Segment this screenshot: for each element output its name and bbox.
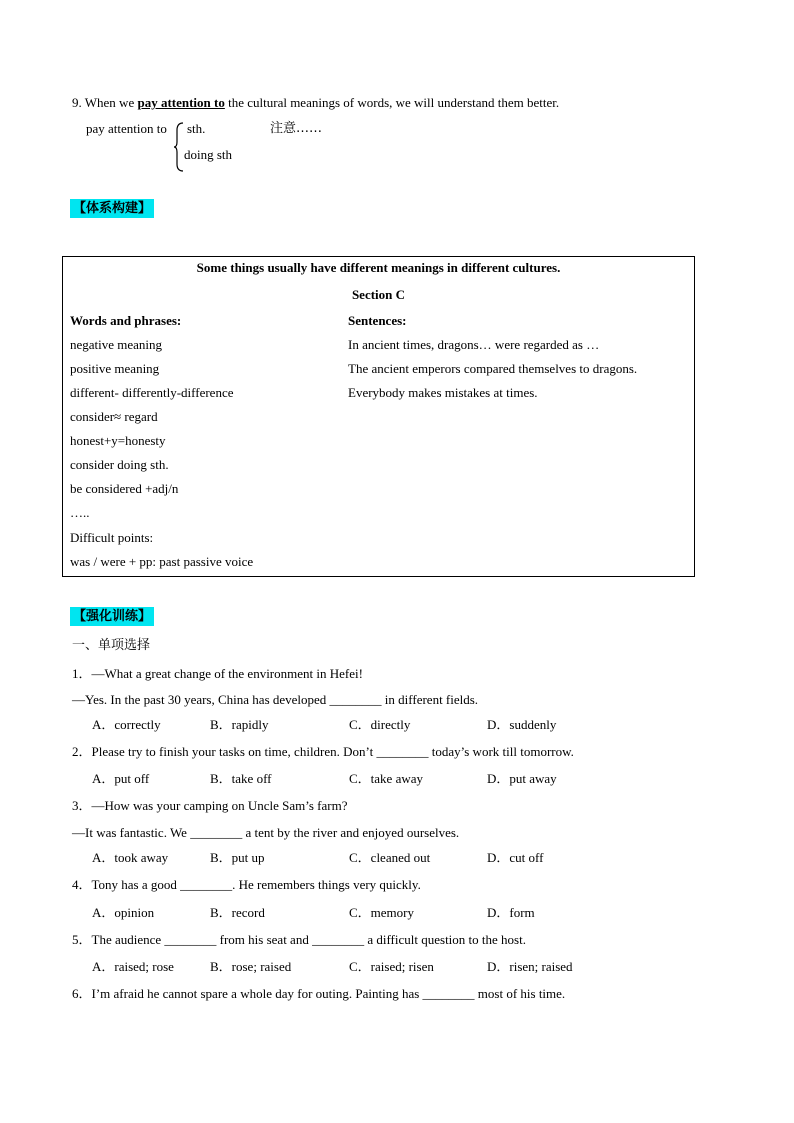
option-d[interactable]: D．put away [487,771,557,786]
summary-box [62,256,695,577]
left-item: Difficult points: [70,530,154,545]
option-a[interactable]: A．opinion [92,905,155,920]
option-a[interactable]: A．correctly [92,717,161,732]
left-item: negative meaning [70,337,163,352]
q9-prefix: 9. When we [72,95,135,110]
question-line: 6．I’m afraid he cannot spare a whole day for outing. Painting has ________ most of his time. [72,986,566,1001]
left-item: different- differently-difference [70,385,234,400]
option-b[interactable]: B．rose; raised [210,959,292,974]
question-line: 5．The audience ________ from his seat and ________ a difficult question to the host. [72,932,526,947]
right-item: The ancient emperors compared themselves to dragons. [348,361,638,376]
option-c[interactable]: C．directly [349,717,411,732]
left-item: was / were + pp: past passive voice [70,554,254,569]
option-a[interactable]: A．put off [92,771,150,786]
heading-reinforcement-training: 【强化训练】 [70,607,154,626]
option-d[interactable]: D．risen; raised [487,959,573,974]
q9-pattern-head: pay attention to [86,121,167,136]
left-item: consider≈ regard [70,409,158,424]
box-title: Some things usually have different meanings in different cultures. [196,260,561,275]
heading-system-construction: 【体系构建】 [70,199,154,218]
box-right-header: Sentences: [348,313,407,328]
left-item: consider doing sth. [70,457,169,472]
option-b[interactable]: B．rapidly [210,717,269,732]
question-line: 3．—How was your camping on Uncle Sam’s farm? [72,798,348,813]
option-a[interactable]: A．raised; rose [92,959,174,974]
option-a[interactable]: A．took away [92,850,169,865]
box-section: Section C [351,287,406,302]
question-line: 2．Please try to finish your tasks on time, children. Don’t ________ today’s work till tomorrow. [72,744,574,759]
right-item: In ancient times, dragons… were regarded as … [348,337,600,352]
option-c[interactable]: C．take away [349,771,424,786]
q9-pattern-opt1: sth. [187,121,206,136]
option-b[interactable]: B．put up [210,850,265,865]
question-line: 1．—What a great change of the environment in Hefei! [72,666,363,681]
question-line: 4．Tony has a good ________. He remembers things very quickly. [72,877,421,892]
option-c[interactable]: C．cleaned out [349,850,431,865]
option-c[interactable]: C．raised; risen [349,959,434,974]
option-d[interactable]: D．form [487,905,535,920]
option-c[interactable]: C．memory [349,905,414,920]
q9-pattern-opt2: doing sth [184,147,233,162]
question-line: —It was fantastic. We ________ a tent by the river and enjoyed ourselves. [72,825,460,840]
q9-meaning: 注意…… [270,121,323,136]
left-item: be considered +adj/n [70,481,179,496]
option-b[interactable]: B．take off [210,771,272,786]
q9-sentence [72,95,559,111]
option-b[interactable]: B．record [210,905,265,920]
box-left-header: Words and phrases: [70,313,182,328]
left-item: positive meaning [70,361,160,376]
left-item: honest+y=honesty [70,433,166,448]
q9-phrase: pay attention to [137,95,225,110]
option-d[interactable]: D．cut off [487,850,544,865]
question-line: —Yes. In the past 30 years, China has developed ________ in different fields. [72,692,479,707]
q9-suffix: the cultural meanings of words, we will understand them better. [228,95,560,110]
section-label: 一、单项选择 [72,638,151,653]
left-item: ….. [70,505,90,520]
option-d[interactable]: D．suddenly [487,717,557,732]
right-item: Everybody makes mistakes at times. [348,385,538,400]
